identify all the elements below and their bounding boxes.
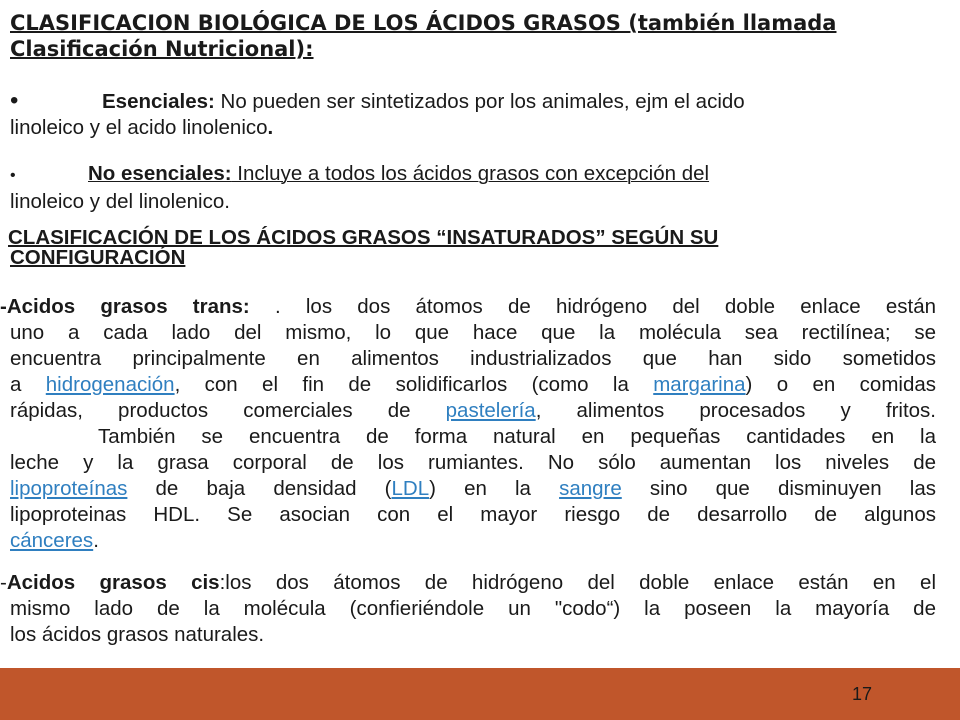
paragraph-esenciales bbox=[10, 88, 935, 141]
link-margarina[interactable]: margarina bbox=[653, 373, 746, 396]
text: :los dos átomos de hidrógeno del doble enlace están en el bbox=[219, 571, 936, 594]
text-line: los ácidos grasos naturales. bbox=[10, 623, 265, 646]
footer-bar bbox=[0, 668, 960, 720]
paragraph-acidos-trans bbox=[0, 294, 937, 554]
text: - bbox=[0, 571, 7, 594]
text: sino que disminuyen las bbox=[621, 477, 936, 500]
link-pasteleria[interactable]: pastelería bbox=[445, 399, 536, 422]
text-line: mismo lado de la molécula (confieriéndole un "codo“) la poseen la mayoría de bbox=[10, 597, 936, 620]
title2-line1: CLASIFICACIÓN DE LOS ÁCIDOS GRASOS “INSATURADOS” SEGÚN SU bbox=[8, 226, 719, 249]
link-lipoproteinas[interactable]: lipoproteínas bbox=[10, 477, 128, 500]
text: ) en la bbox=[429, 477, 560, 500]
paragraph-no-esenciales bbox=[10, 161, 935, 215]
section-title-insaturados bbox=[8, 228, 933, 268]
title2-line2: CONFIGURACIÓN bbox=[10, 246, 186, 269]
esenciales-text: No pueden ser sintetizados por los animales, ejm el acido bbox=[214, 90, 745, 113]
text: rápidas, productos comerciales de bbox=[10, 399, 446, 422]
bullet: • bbox=[10, 87, 19, 114]
section-title-clasificacion-biologica bbox=[10, 10, 940, 62]
page-number: 17 bbox=[851, 684, 872, 704]
bullet: • bbox=[10, 167, 16, 184]
text: de baja densidad ( bbox=[127, 477, 392, 500]
no-esenciales-line2: linoleico y del linolenico. bbox=[10, 190, 230, 213]
no-esenciales-text: Incluye a todos los ácidos grasos con excepción del bbox=[231, 162, 710, 185]
text: . los dos átomos de hidrógeno del doble enlace están bbox=[249, 295, 937, 318]
term-esenciales: Esenciales: bbox=[102, 90, 215, 113]
text-line: uno a cada lado del mismo, lo que hace que la molécula sea rectilínea; se bbox=[10, 321, 936, 344]
text: ) o en comidas bbox=[745, 373, 936, 396]
text: a bbox=[10, 373, 46, 396]
text: También se encuentra de forma natural en pequeñas cantidades en la bbox=[98, 425, 936, 448]
esenciales-end: . bbox=[267, 116, 274, 139]
text: , con el fin de solidificarlos (como la bbox=[174, 373, 654, 396]
title1-line1: CLASIFICACION BIOLÓGICA DE LOS ÁCIDOS GRASOS (también llamada bbox=[10, 11, 837, 35]
text-line: leche y la grasa corporal de los rumiantes. No sólo aumentan los niveles de bbox=[10, 451, 936, 474]
text-line: encuentra principalmente en alimentos industrializados que han sido sometidos bbox=[10, 347, 936, 370]
paragraph-acidos-cis bbox=[0, 570, 936, 648]
term-no-esenciales: No esenciales: bbox=[88, 162, 232, 185]
link-ldl[interactable]: LDL bbox=[391, 477, 430, 500]
title1-line2: Clasificación Nutricional): bbox=[10, 37, 314, 61]
text-line: lipoproteinas HDL. Se asocian con el mayor riesgo de desarrollo de algunos bbox=[10, 503, 936, 526]
term-acidos-trans: -Acidos grasos trans: bbox=[0, 295, 250, 318]
text: , alimentos procesados y fritos. bbox=[535, 399, 936, 422]
text: . bbox=[93, 529, 99, 552]
esenciales-line2: linoleico y el acido linolenico bbox=[10, 116, 268, 139]
link-canceres[interactable]: cánceres bbox=[10, 529, 94, 552]
link-sangre[interactable]: sangre bbox=[559, 477, 622, 500]
term-acidos-cis: Acidos grasos cis bbox=[6, 571, 220, 594]
link-hidrogenacion[interactable]: hidrogenación bbox=[45, 373, 175, 396]
